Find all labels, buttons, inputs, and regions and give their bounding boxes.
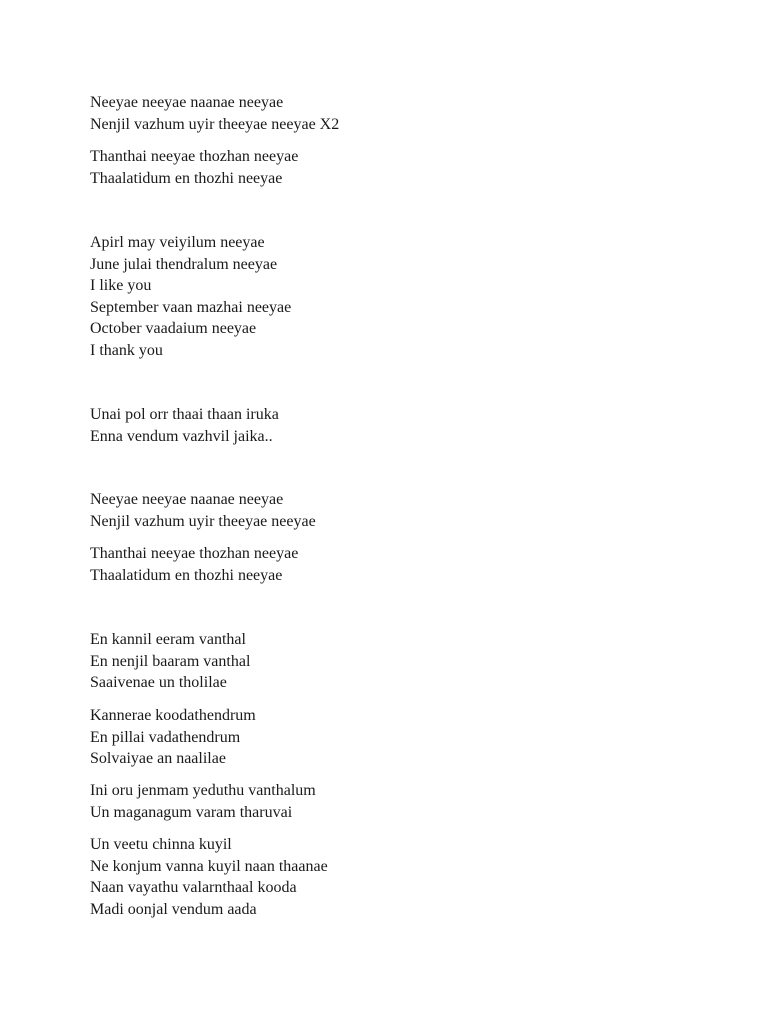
stanza-1	[90, 92, 339, 135]
stanza-6	[90, 543, 298, 586]
lyric-line: Un maganagum varam tharuvai	[90, 803, 293, 821]
lyric-line: Nenjil vazhum uyir theeyae neeyae	[90, 512, 316, 530]
lyric-line: October vaadaium neeyae	[90, 320, 257, 338]
lyric-line: I thank you	[90, 341, 163, 359]
lyric-line: Saaivenae un tholilae	[90, 674, 227, 692]
lyric-line: Unai pol orr thaai thaan iruka	[90, 406, 279, 423]
lyric-line: I like you	[90, 277, 152, 295]
stanza-3	[90, 232, 291, 362]
lyric-line: Thaalatidum en thozhi neeyae	[90, 169, 283, 187]
lyric-line: Enna vendum vazhvil jaika..	[90, 427, 273, 445]
lyric-line: Ne konjum vanna kuyil naan thaanae	[90, 857, 328, 875]
stanza-9	[90, 780, 316, 823]
lyric-line: Apirl may veiyilum neeyae	[90, 234, 265, 251]
lyric-line: Naan vayathu valarnthaal kooda	[90, 879, 297, 897]
lyric-line: Madi oonjal vendum aada	[90, 900, 257, 918]
stanza-7	[90, 629, 250, 694]
lyric-line: Thanthai neeyae thozhan neeyae	[90, 148, 299, 165]
lyric-line: Kannerae koodathendrum	[90, 707, 256, 724]
lyric-line: Un veetu chinna kuyil	[90, 836, 232, 853]
lyric-line: En kannil eeram vanthal	[90, 631, 246, 648]
lyric-line: Neeyae neeyae naanae neeyae	[90, 94, 284, 111]
lyric-line: September vaan mazhai neeyae	[90, 298, 292, 316]
stanza-8	[90, 705, 256, 770]
lyric-line: Thaalatidum en thozhi neeyae	[90, 566, 283, 584]
lyric-line: June julai thendralum neeyae	[90, 255, 278, 273]
lyric-line: En nenjil baaram vanthal	[90, 652, 251, 670]
stanza-4	[90, 404, 279, 447]
lyric-line: Thanthai neeyae thozhan neeyae	[90, 545, 299, 562]
lyric-line: Nenjil vazhum uyir theeyae neeyae X2	[90, 115, 340, 133]
stanza-2	[90, 146, 298, 189]
stanza-5	[90, 489, 316, 532]
lyric-line: Ini oru jenmam yeduthu vanthalum	[90, 782, 316, 799]
stanza-10	[90, 834, 328, 920]
lyric-line: Neeyae neeyae naanae neeyae	[90, 491, 284, 508]
lyric-line: En pillai vadathendrum	[90, 728, 241, 746]
lyric-line: Solvaiyae an naalilae	[90, 750, 226, 768]
